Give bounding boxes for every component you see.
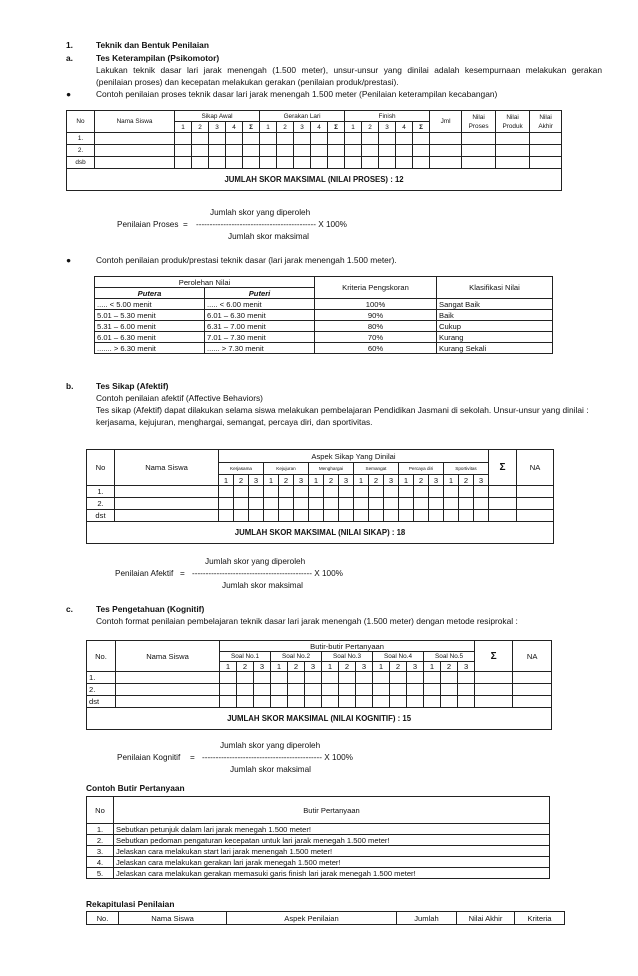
col-no: No bbox=[67, 111, 95, 133]
cognitive-assessment-table: No. Nama Siswa Butir-butir Pertanyaan Σ NA Soal No.1 Soal No.2 Soal No.3 Soal No.4 Soal No.5 1 2 3 1 2 3 1 2 3 1 2 3 1 2 3 1. 2. dst JUMLAH SKOR MAKSIMAL (NILAI KOGNITIF) : 15 bbox=[86, 640, 552, 730]
table-row: 5.01 – 5.30 menit 6.01 – 6.30 menit 90% Baik bbox=[95, 310, 553, 321]
sub-score: 1 bbox=[175, 122, 192, 133]
aspect-header: Percaya diri bbox=[399, 463, 444, 475]
formula-label: Penilaian Proses bbox=[117, 220, 179, 229]
process-assessment-table bbox=[66, 110, 562, 191]
col-kriteria: Kriteria bbox=[515, 912, 565, 925]
paragraph-b-1: Contoh penilaian afektif (Affective Behaviors) bbox=[96, 393, 263, 403]
col-na: NA bbox=[517, 450, 554, 486]
formula-label: Penilaian Afektif bbox=[115, 569, 174, 578]
col-jumlah: Jumlah bbox=[397, 912, 457, 925]
table-row: 4. Jelaskan cara melakukan gerakan lari jarak menegah 1.500 meter! bbox=[87, 857, 550, 868]
soal-header: Soal No.5 bbox=[424, 652, 475, 662]
col-nilai-akhir: Nilai Akhir bbox=[530, 111, 562, 133]
aspect-header: Kerjasama bbox=[219, 463, 264, 475]
section-title: Teknik dan Bentuk Penilaian bbox=[96, 40, 209, 50]
table-row: 1. bbox=[87, 672, 552, 684]
bullet-text-1: Contoh penilaian proses teknik dasar lari jarak menengah 1.500 meter (Penilaian keterampilan kecabangan) bbox=[96, 89, 498, 99]
table-row: ..... < 5.00 menit ..... < 6.00 menit 100% Sangat Baik bbox=[95, 299, 553, 310]
col-nama: Nama Siswa bbox=[119, 912, 227, 925]
col-no: No. bbox=[87, 912, 119, 925]
soal-header: Soal No.4 bbox=[373, 652, 424, 662]
col-nama: Nama Siswa bbox=[115, 450, 219, 486]
col-no: No bbox=[87, 450, 115, 486]
header-aspek: Aspek Sikap Yang Dinilai bbox=[219, 450, 489, 463]
subsection-title-c: Tes Pengetahuan (Kognitif) bbox=[96, 604, 205, 614]
formula-equals: = bbox=[183, 220, 188, 229]
formula-line: -------------------------------------------- X 100% bbox=[192, 569, 343, 578]
paragraph-a-1: Lakukan teknik dasar lari jarak menengah (1.500 meter), unsur-unsur yang dinilai adalah kesempurnaan melakukan gerakan bbox=[96, 65, 602, 75]
sub-score: 4 bbox=[226, 122, 243, 133]
formula-denominator: Jumlah skor maksimal bbox=[222, 581, 303, 590]
total-row: JUMLAH SKOR MAKSIMAL (NILAI KOGNITIF) : 15 bbox=[87, 708, 552, 730]
table-row: dst bbox=[87, 696, 552, 708]
table-row: 3. Jelaskan cara melakukan start lari jarak menengah 1.500 meter! bbox=[87, 846, 550, 857]
subsection-title-b: Tes Sikap (Afektif) bbox=[96, 381, 169, 391]
formula-denominator: Jumlah skor maksimal bbox=[230, 765, 311, 774]
header-putera: Putera bbox=[95, 288, 205, 299]
sub-sigma: Σ bbox=[243, 122, 260, 133]
paragraph-b-2: Tes sikap (Afektif) dapat dilakukan selama siswa melakukan pembelajaran Pendidikan Jasmani di sekolah. Unsur-unsur yang dinilai : bbox=[96, 405, 589, 415]
sub-sigma: Σ bbox=[328, 122, 345, 133]
col-aspek: Aspek Penilaian bbox=[227, 912, 397, 925]
paragraph-c-1: Contoh format penilaian pembelajaran teknik dasar lari jarak menengah (1.500 meter) dengan metode resiprokal : bbox=[96, 616, 518, 626]
table-row: dsb bbox=[67, 157, 562, 169]
formula-numerator: Jumlah skor yang diperoleh bbox=[210, 208, 311, 217]
col-nama: Nama Siswa bbox=[116, 641, 220, 672]
sub-score: 1 bbox=[345, 122, 362, 133]
paragraph-b-3: kerjasama, kejujuran, menghargai, semangat, percaya diri, dan sportivitas. bbox=[96, 417, 373, 427]
table-row: 5. Jelaskan cara melakukan gerakan memasuki garis finish lari jarak menegah 1.500 meter! bbox=[87, 868, 550, 879]
header-butir: Butir-butir Pertanyaan bbox=[220, 641, 475, 652]
formula-numerator: Jumlah skor yang diperoleh bbox=[220, 741, 321, 750]
bullet-text-2: Contoh penilaian produk/prestasi teknik dasar (lari jarak menengah 1.500 meter). bbox=[96, 255, 397, 265]
col-sigma: Σ bbox=[489, 450, 517, 486]
recap-table bbox=[86, 911, 565, 925]
question-table bbox=[86, 796, 550, 879]
sub-score: 2 bbox=[192, 122, 209, 133]
table-row: 2. bbox=[87, 498, 554, 510]
col-no: No. bbox=[87, 641, 116, 672]
rekap-title: Rekapitulasi Penilaian bbox=[86, 899, 175, 909]
col-nilai-proses: Nilai Proses bbox=[462, 111, 496, 133]
aspect-header: Menghargai bbox=[309, 463, 354, 475]
formula-equals: = bbox=[180, 569, 185, 578]
sub-score: 4 bbox=[396, 122, 413, 133]
total-row: JUMLAH SKOR MAKSIMAL (NILAI SIKAP) : 18 bbox=[87, 522, 554, 544]
product-assessment-table bbox=[94, 276, 553, 354]
table-row: 2. bbox=[67, 145, 562, 157]
subsection-letter-a: a. bbox=[66, 53, 73, 63]
header-perolehan: Perolehan Nilai bbox=[95, 277, 315, 288]
header-puteri: Puteri bbox=[205, 288, 315, 299]
col-nilai-akhir: Nilai Akhir bbox=[457, 912, 515, 925]
soal-header: Soal No.1 bbox=[220, 652, 271, 662]
col-jml: Jml bbox=[430, 111, 462, 133]
sub-sigma: Σ bbox=[413, 122, 430, 133]
sub-score: 2 bbox=[277, 122, 294, 133]
paragraph-a-2: (penilaian proses) dan kecepatan melakukan gerakan (penilaian produk/prestasi). bbox=[96, 77, 399, 87]
table-row: ....... > 6.30 menit ...... > 7.30 menit 60% Kurang Sekali bbox=[95, 343, 553, 354]
col-butir: Butir Pertanyaan bbox=[114, 797, 550, 824]
bullet-icon: ● bbox=[66, 89, 72, 99]
formula-denominator: Jumlah skor maksimal bbox=[228, 232, 309, 241]
soal-header: Soal No.2 bbox=[271, 652, 322, 662]
subsection-title-a: Tes Keterampilan (Psikomotor) bbox=[96, 53, 220, 63]
aspect-header: Semangat bbox=[354, 463, 399, 475]
table-row: 1. bbox=[67, 133, 562, 145]
table-row: 6.01 – 6.30 menit 7.01 – 7.30 menit 70% Kurang bbox=[95, 332, 553, 343]
header-kriteria: Kriteria Pengskoran bbox=[315, 277, 437, 299]
group-header: Sikap Awal bbox=[175, 111, 260, 122]
sub-score: 3 bbox=[379, 122, 396, 133]
subsection-letter-b: b. bbox=[66, 381, 74, 391]
sub-score: 1 bbox=[260, 122, 277, 133]
header-klasifikasi: Klasifikasi Nilai bbox=[437, 277, 553, 299]
formula-line: -------------------------------------------- X 100% bbox=[196, 220, 347, 229]
table-row: 1. Sebutkan petunjuk dalam lari jarak menegah 1.500 meter! bbox=[87, 824, 550, 835]
aspect-header: Sportivitas bbox=[444, 463, 489, 475]
col-sigma: Σ bbox=[475, 641, 513, 672]
aspect-header: Kejujuran bbox=[264, 463, 309, 475]
sub-score: 3 bbox=[294, 122, 311, 133]
sub-score: 2 bbox=[362, 122, 379, 133]
col-nama: Nama Siswa bbox=[95, 111, 175, 133]
formula-numerator: Jumlah skor yang diperoleh bbox=[205, 557, 306, 566]
sub-score: 3 bbox=[209, 122, 226, 133]
table-row: dst bbox=[87, 510, 554, 522]
table-row: 2. Sebutkan pedoman pengaturan kecepatan untuk lari jarak menegah 1.500 meter! bbox=[87, 835, 550, 846]
contoh-title: Contoh Butir Pertanyaan bbox=[86, 783, 185, 793]
total-row: JUMLAH SKOR MAKSIMAL (NILAI PROSES) : 12 bbox=[67, 169, 562, 191]
formula-line: -------------------------------------------- X 100% bbox=[202, 753, 353, 762]
col-na: NA bbox=[513, 641, 552, 672]
affective-assessment-table: No Nama Siswa Aspek Sikap Yang Dinilai Σ NA Kerjasama Kejujuran Menghargai Semangat Percaya diri Sportivitas 1 2 3 1 2 3 1 2 3 1 2 3 1 2 3 1 2 3 1. 2. dst JUMLAH SKOR MAKSIMAL (NILAI SIKAP) : 18 bbox=[86, 449, 554, 544]
bullet-icon: ● bbox=[66, 255, 72, 265]
table-row: 2. bbox=[87, 684, 552, 696]
table-row: 5.31 – 6.00 menit 6.31 – 7.00 menit 80% Cukup bbox=[95, 321, 553, 332]
section-number: 1. bbox=[66, 40, 73, 50]
group-header: Gerakan Lari bbox=[260, 111, 345, 122]
table-row: 1. bbox=[87, 486, 554, 498]
col-no: No bbox=[87, 797, 114, 824]
group-header: Finish bbox=[345, 111, 430, 122]
col-nilai-produk: Nilai Produk bbox=[496, 111, 530, 133]
subsection-letter-c: c. bbox=[66, 604, 73, 614]
soal-header: Soal No.3 bbox=[322, 652, 373, 662]
sub-score: 4 bbox=[311, 122, 328, 133]
formula-equals: = bbox=[190, 753, 195, 762]
formula-label: Penilaian Kognitif bbox=[117, 753, 181, 762]
